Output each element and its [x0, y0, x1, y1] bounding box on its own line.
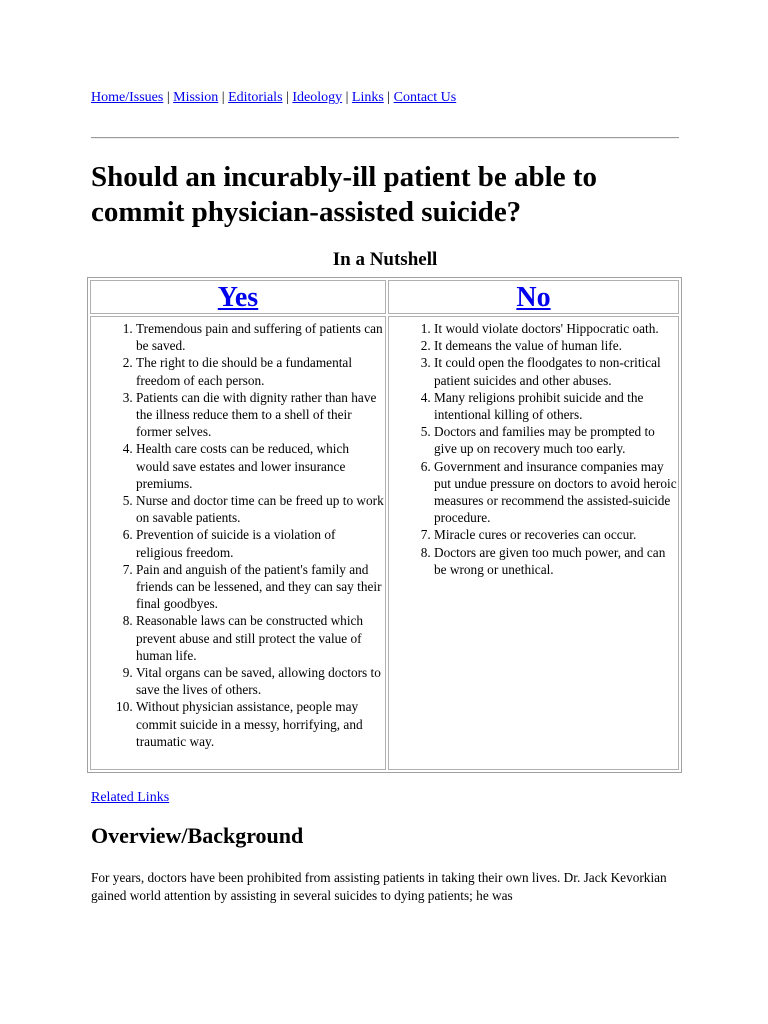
page-title: Should an incurably-ill patient be able to commit physician-assisted suicide?	[91, 161, 597, 228]
yes-list-item: 4. Health care costs can be reduced, which would save estates and lower insurance premiums.	[136, 440, 385, 492]
no-list-item: 6. Government and insurance companies may put undue pressure on doctors to avoid heroic measures or recommend the assisted-suicide procedure.	[434, 458, 678, 527]
nav-separator: |	[387, 90, 391, 105]
yes-list-item: 10. Without physician assistance, people may commit suicide in a messy, horrifying, and traumatic way.	[136, 698, 385, 750]
nutshell-heading: In a Nutshell	[332, 249, 438, 270]
nav-link-links[interactable]: Links	[351, 90, 384, 105]
yes-list-item: 5. Nurse and doctor time can be freed up to work on savable patients.	[136, 492, 385, 526]
yes-list-item: 3. Patients can die with dignity rather than have the illness reduce them to a shell of their former selves.	[136, 389, 385, 441]
no-list-item: 7. Miracle cures or recoveries can occur.	[434, 526, 678, 543]
yes-cell	[90, 316, 386, 770]
yes-list-item: 1. Tremendous pain and suffering of patients can be saved.	[136, 320, 385, 354]
no-heading-link[interactable]: No	[516, 282, 551, 313]
no-list-item: 3. It could open the floodgates to non-critical patient suicides and other abuses.	[434, 354, 678, 388]
no-list-item: 4. Many religions prohibit suicide and the intentional killing of others.	[434, 389, 678, 423]
nav-link-contact-us[interactable]: Contact Us	[393, 90, 457, 105]
nav-link-mission[interactable]: Mission	[173, 90, 219, 105]
yes-list-item: 8. Reasonable laws can be constructed which prevent abuse and still protect the value of human life.	[136, 612, 385, 664]
yes-list	[91, 320, 385, 750]
related-links-container	[91, 790, 169, 806]
yes-list-item: 2. The right to die should be a fundamental freedom of each person.	[136, 354, 385, 388]
nutshell-table	[87, 277, 682, 773]
top-nav	[91, 90, 456, 106]
nav-link-home-issues[interactable]: Home/Issues	[91, 90, 164, 105]
section-heading: Overview/Background	[91, 823, 304, 848]
nav-separator: |	[286, 90, 289, 105]
no-list-item: 5. Doctors and families may be prompted to give up on recovery much too early.	[434, 423, 678, 457]
no-cell	[388, 316, 679, 770]
yes-list-item: 7. Pain and anguish of the patient's family and friends can be lessened, and they can say their final goodbyes.	[136, 561, 385, 613]
no-list-item: 1. It would violate doctors' Hippocratic oath.	[434, 320, 678, 337]
related-links-link[interactable]: Related Links	[91, 790, 170, 805]
yes-header-cell	[90, 280, 386, 314]
nav-separator: |	[345, 90, 349, 105]
no-list	[389, 320, 678, 578]
nav-link-editorials[interactable]: Editorials	[228, 90, 283, 105]
horizontal-rule	[91, 137, 679, 139]
yes-list-item: 9. Vital organs can be saved, allowing doctors to save the lives of others.	[136, 664, 385, 698]
body-paragraph: For years, doctors have been prohibited from assisting patients in taking their own lives. Dr. Jack Kevorkian gained world attention by assisting in several suicides to dying patients; he was	[91, 870, 667, 903]
nav-separator: |	[221, 90, 225, 105]
nav-link-ideology[interactable]: Ideology	[292, 90, 343, 105]
no-header-cell	[388, 280, 679, 314]
nav-separator: |	[166, 90, 170, 105]
yes-list-item: 6. Prevention of suicide is a violation of religious freedom.	[136, 526, 385, 560]
no-list-item: 2. It demeans the value of human life.	[434, 337, 678, 354]
yes-heading-link[interactable]: Yes	[217, 282, 259, 313]
no-list-item: 8. Doctors are given too much power, and can be wrong or unethical.	[434, 544, 678, 578]
